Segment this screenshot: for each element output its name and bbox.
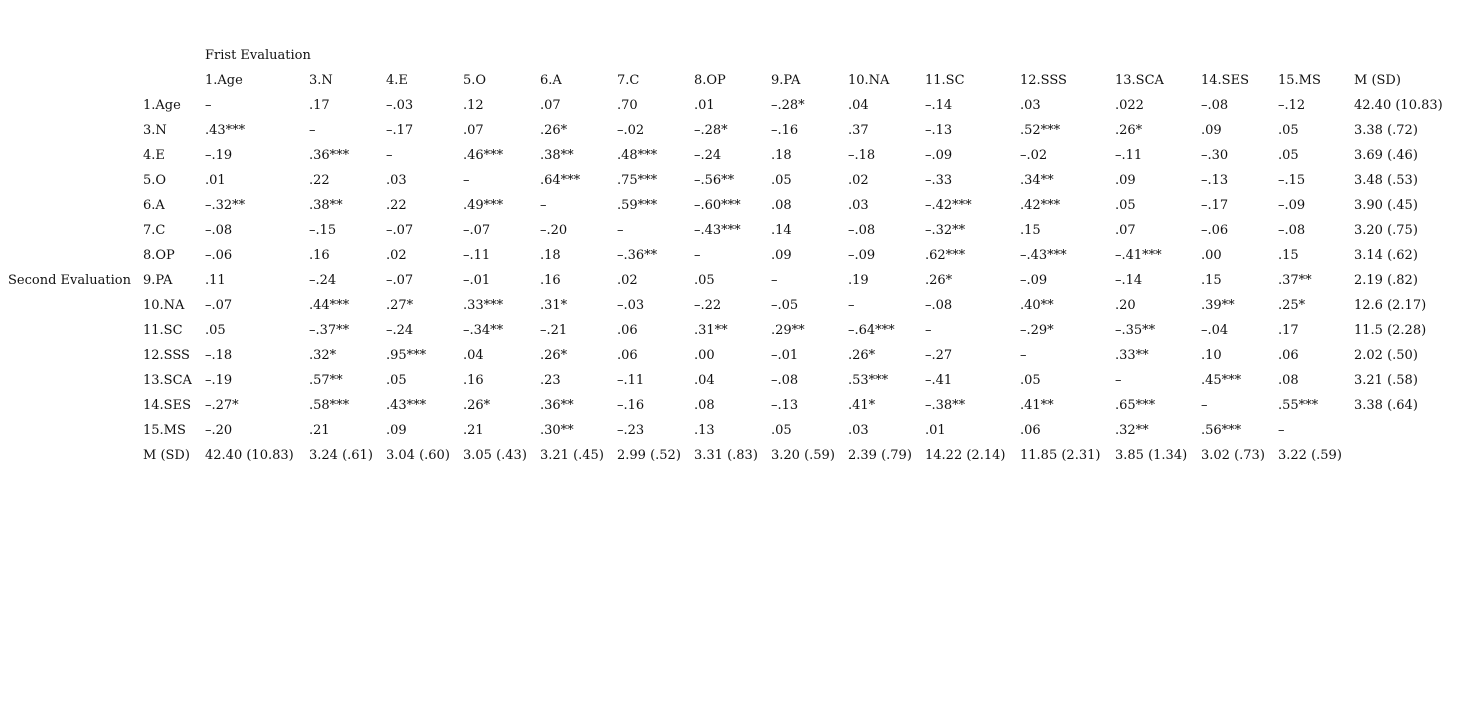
row-label: 1.Age <box>143 98 181 113</box>
table-cell: .09 <box>386 423 407 438</box>
table-cell: .55*** <box>1278 398 1319 413</box>
table-cell: .43*** <box>205 123 246 138</box>
table-cell: .20 <box>1115 298 1136 313</box>
column-header-12-sss: 12.SSS <box>1020 73 1067 88</box>
table-cell: .65*** <box>1115 398 1156 413</box>
row-label: M (SD) <box>143 448 190 463</box>
table-cell: .01 <box>694 98 715 113</box>
column-header-1-age: 1.Age <box>205 73 243 88</box>
table-cell: .05 <box>1020 373 1041 388</box>
table-cell: .10 <box>1201 348 1222 363</box>
table-row-9-pa <box>0 268 1459 293</box>
table-cell: .07 <box>1115 223 1136 238</box>
table-cell: .62*** <box>925 248 966 263</box>
table-cell: .46*** <box>463 148 504 163</box>
column-header-9-pa: 9.PA <box>771 73 801 88</box>
table-cell: 3.38 (.72) <box>1354 123 1418 138</box>
table-cell: 3.14 (.62) <box>1354 248 1418 263</box>
table-cell: –.30 <box>1201 148 1229 163</box>
table-cell: –.08 <box>205 223 233 238</box>
table-cell: .02 <box>617 273 638 288</box>
table-cell: .06 <box>617 323 638 338</box>
column-header-10-na: 10.NA <box>848 73 890 88</box>
table-cell: .16 <box>540 273 561 288</box>
table-cell: –.21 <box>540 323 568 338</box>
table-cell: .04 <box>463 348 484 363</box>
table-cell: .57** <box>309 373 343 388</box>
column-header-row <box>0 68 1459 93</box>
table-cell: 3.20 (.75) <box>1354 223 1418 238</box>
table-cell: 11.85 (2.31) <box>1020 448 1101 463</box>
table-cell: –.13 <box>771 398 799 413</box>
table-cell: .03 <box>1020 98 1041 113</box>
table-cell: .01 <box>925 423 946 438</box>
table-cell: –.34** <box>463 323 504 338</box>
table-cell: –.04 <box>1201 323 1229 338</box>
table-cell: –.56** <box>694 173 735 188</box>
table-cell: –.20 <box>205 423 233 438</box>
table-cell: 2.39 (.79) <box>848 448 912 463</box>
table-cell: .09 <box>1201 123 1222 138</box>
table-cell: –.08 <box>925 298 953 313</box>
table-row-1-age <box>0 93 1459 118</box>
table-cell: –.35** <box>1115 323 1156 338</box>
row-label: 15.MS <box>143 423 186 438</box>
table-row-3-n <box>0 118 1459 143</box>
table-cell: .48*** <box>617 148 658 163</box>
table-cell: –.27* <box>205 398 239 413</box>
table-cell: .26* <box>925 273 953 288</box>
table-cell: .03 <box>848 423 869 438</box>
column-header-6-a: 6.A <box>540 73 562 88</box>
table-cell: – <box>1115 373 1122 388</box>
table-cell: 11.5 (2.28) <box>1354 323 1427 338</box>
table-cell: .21 <box>463 423 484 438</box>
row-label: 9.PA <box>143 273 173 288</box>
table-cell: – <box>463 173 470 188</box>
table-cell: .26* <box>540 123 568 138</box>
table-cell: – <box>205 98 212 113</box>
table-cell: –.08 <box>1201 98 1229 113</box>
table-cell: .41** <box>1020 398 1054 413</box>
table-row-m-sd <box>0 443 1459 468</box>
table-cell: –.08 <box>848 223 876 238</box>
column-header-m-sd: M (SD) <box>1354 73 1401 88</box>
table-cell: –.42*** <box>925 198 972 213</box>
column-header-4-e: 4.E <box>386 73 408 88</box>
row-label: 6.A <box>143 198 165 213</box>
table-cell: .26* <box>540 348 568 363</box>
table-cell: –.32** <box>205 198 246 213</box>
row-label: 12.SSS <box>143 348 190 363</box>
table-cell: .12 <box>463 98 484 113</box>
second-evaluation-label: Second Evaluation <box>8 273 131 288</box>
table-cell: –.43*** <box>694 223 741 238</box>
table-cell: 2.99 (.52) <box>617 448 681 463</box>
table-cell: –.41*** <box>1115 248 1162 263</box>
column-header-7-c: 7.C <box>617 73 640 88</box>
table-cell: 2.19 (.82) <box>1354 273 1418 288</box>
table-cell: –.33 <box>925 173 953 188</box>
column-header-3-n: 3.N <box>309 73 333 88</box>
table-cell: .32** <box>1115 423 1149 438</box>
table-cell: 2.02 (.50) <box>1354 348 1418 363</box>
table-cell: –.13 <box>925 123 953 138</box>
table-cell: .02 <box>386 248 407 263</box>
table-cell: .05 <box>1278 148 1299 163</box>
table-cell: .26* <box>1115 123 1143 138</box>
table-cell: .27* <box>386 298 414 313</box>
table-cell: .38** <box>540 148 574 163</box>
table-cell: .02 <box>848 173 869 188</box>
table-cell: .022 <box>1115 98 1144 113</box>
table-cell: .16 <box>309 248 330 263</box>
table-row-15-ms <box>0 418 1459 443</box>
table-cell: 3.48 (.53) <box>1354 173 1418 188</box>
table-cell: .05 <box>771 423 792 438</box>
table-cell: –.29* <box>1020 323 1054 338</box>
table-row-6-a <box>0 193 1459 218</box>
table-cell: .14 <box>771 223 792 238</box>
row-label: 5.O <box>143 173 167 188</box>
table-cell: –.24 <box>309 273 337 288</box>
table-cell: .52*** <box>1020 123 1061 138</box>
table-cell: .17 <box>1278 323 1299 338</box>
table-cell: –.43*** <box>1020 248 1067 263</box>
table-cell: –.17 <box>1201 198 1229 213</box>
table-cell: –.41 <box>925 373 953 388</box>
table-cell: –.16 <box>771 123 799 138</box>
table-cell: .38** <box>309 198 343 213</box>
table-cell: –.19 <box>205 373 233 388</box>
table-cell: .21 <box>309 423 330 438</box>
table-cell: –.11 <box>463 248 491 263</box>
table-cell: .23 <box>540 373 561 388</box>
table-cell: .06 <box>617 348 638 363</box>
table-cell: –.20 <box>540 223 568 238</box>
table-cell: –.03 <box>386 98 414 113</box>
table-cell: –.09 <box>925 148 953 163</box>
table-row-12-sss <box>0 343 1459 368</box>
table-cell: – <box>309 123 316 138</box>
table-cell: 3.69 (.46) <box>1354 148 1418 163</box>
column-header-11-sc: 11.SC <box>925 73 965 88</box>
row-label: 8.OP <box>143 248 175 263</box>
table-cell: .05 <box>1115 198 1136 213</box>
table-cell: –.06 <box>205 248 233 263</box>
table-cell: – <box>1278 423 1285 438</box>
table-cell: – <box>771 273 778 288</box>
table-cell: .22 <box>309 173 330 188</box>
table-cell: –.19 <box>205 148 233 163</box>
table-cell: 42.40 (10.83) <box>205 448 294 463</box>
table-cell: .05 <box>1278 123 1299 138</box>
table-cell: .95*** <box>386 348 427 363</box>
table-cell: .34** <box>1020 173 1054 188</box>
row-label: 14.SES <box>143 398 191 413</box>
table-cell: –.08 <box>771 373 799 388</box>
table-cell: .31* <box>540 298 568 313</box>
table-cell: .26* <box>463 398 491 413</box>
table-cell: 3.21 (.58) <box>1354 373 1418 388</box>
table-cell: .15 <box>1201 273 1222 288</box>
table-cell: .58*** <box>309 398 350 413</box>
table-cell: –.24 <box>386 323 414 338</box>
table-cell: .05 <box>771 173 792 188</box>
table-cell: –.02 <box>1020 148 1048 163</box>
table-cell: –.14 <box>1115 273 1143 288</box>
table-cell: 3.20 (.59) <box>771 448 835 463</box>
table-cell: 3.90 (.45) <box>1354 198 1418 213</box>
table-cell: –.15 <box>309 223 337 238</box>
table-cell: –.01 <box>463 273 491 288</box>
table-cell: .33** <box>1115 348 1149 363</box>
table-row-7-c <box>0 218 1459 243</box>
table-cell: –.09 <box>1278 198 1306 213</box>
table-cell: .13 <box>694 423 715 438</box>
table-row-4-e <box>0 143 1459 168</box>
table-cell: –.07 <box>205 298 233 313</box>
table-cell: –.11 <box>617 373 645 388</box>
table-cell: 12.6 (2.17) <box>1354 298 1427 313</box>
table-cell: .45*** <box>1201 373 1242 388</box>
table-cell: 3.22 (.59) <box>1278 448 1342 463</box>
table-cell: – <box>925 323 932 338</box>
table-cell: –.37** <box>309 323 350 338</box>
table-cell: 3.38 (.64) <box>1354 398 1418 413</box>
table-cell: –.09 <box>1020 273 1048 288</box>
table-cell: .18 <box>540 248 561 263</box>
table-cell: –.24 <box>694 148 722 163</box>
table-cell: .08 <box>771 198 792 213</box>
table-cell: .37** <box>1278 273 1312 288</box>
table-cell: –.16 <box>617 398 645 413</box>
table-cell: .08 <box>1278 373 1299 388</box>
table-cell: .41* <box>848 398 876 413</box>
table-cell: –.06 <box>1201 223 1229 238</box>
table-cell: .36** <box>540 398 574 413</box>
table-cell: .75*** <box>617 173 658 188</box>
table-row-11-sc <box>0 318 1459 343</box>
table-cell: .32* <box>309 348 337 363</box>
table-cell: 14.22 (2.14) <box>925 448 1006 463</box>
table-cell: –.03 <box>617 298 645 313</box>
table-cell: .53*** <box>848 373 889 388</box>
table-cell: –.07 <box>386 223 414 238</box>
first-evaluation-label: Frist Evaluation <box>205 48 311 63</box>
column-header-8-op: 8.OP <box>694 73 726 88</box>
table-cell: .40** <box>1020 298 1054 313</box>
table-cell: – <box>617 223 624 238</box>
table-cell: –.14 <box>925 98 953 113</box>
table-cell: – <box>848 298 855 313</box>
table-cell: –.01 <box>771 348 799 363</box>
table-cell: –.38** <box>925 398 966 413</box>
row-label: 7.C <box>143 223 166 238</box>
table-cell: – <box>386 148 393 163</box>
table-cell: 3.85 (1.34) <box>1115 448 1188 463</box>
table-cell: .43*** <box>386 398 427 413</box>
table-cell: –.18 <box>848 148 876 163</box>
table-cell: .05 <box>694 273 715 288</box>
column-header-5-o: 5.O <box>463 73 487 88</box>
table-cell: –.60*** <box>694 198 741 213</box>
table-cell: – <box>1201 398 1208 413</box>
table-cell: .30** <box>540 423 574 438</box>
table-cell: .17 <box>309 98 330 113</box>
table-cell: – <box>540 198 547 213</box>
table-cell: .00 <box>694 348 715 363</box>
table-cell: 3.21 (.45) <box>540 448 604 463</box>
table-cell: –.02 <box>617 123 645 138</box>
table-cell: .31** <box>694 323 728 338</box>
table-cell: –.08 <box>1278 223 1306 238</box>
table-row-8-op <box>0 243 1459 268</box>
table-cell: –.13 <box>1201 173 1229 188</box>
table-cell: – <box>1020 348 1027 363</box>
table-cell: .00 <box>1201 248 1222 263</box>
table-cell: 3.24 (.61) <box>309 448 373 463</box>
column-header-14-ses: 14.SES <box>1201 73 1249 88</box>
table-cell: .09 <box>771 248 792 263</box>
table-row-5-o <box>0 168 1459 193</box>
table-cell: –.12 <box>1278 98 1306 113</box>
table-cell: –.28* <box>694 123 728 138</box>
row-label: 13.SCA <box>143 373 192 388</box>
column-header-13-sca: 13.SCA <box>1115 73 1164 88</box>
table-cell: 3.04 (.60) <box>386 448 450 463</box>
table-cell: –.07 <box>463 223 491 238</box>
table-cell: .37 <box>848 123 869 138</box>
table-cell: –.28* <box>771 98 805 113</box>
table-cell: –.07 <box>386 273 414 288</box>
table-cell: .59*** <box>617 198 658 213</box>
table-cell: –.18 <box>205 348 233 363</box>
table-cell: .04 <box>848 98 869 113</box>
table-cell: .04 <box>694 373 715 388</box>
table-cell: .70 <box>617 98 638 113</box>
table-cell: –.64*** <box>848 323 895 338</box>
table-cell: .22 <box>386 198 407 213</box>
table-cell: .44*** <box>309 298 350 313</box>
table-cell: .42*** <box>1020 198 1061 213</box>
table-cell: .49*** <box>463 198 504 213</box>
table-cell: .16 <box>463 373 484 388</box>
table-cell: .18 <box>771 148 792 163</box>
table-cell: .25* <box>1278 298 1306 313</box>
table-cell: .01 <box>205 173 226 188</box>
table-cell: .39** <box>1201 298 1235 313</box>
table-cell: .15 <box>1278 248 1299 263</box>
table-cell: 3.02 (.73) <box>1201 448 1265 463</box>
first-evaluation-header-row <box>0 43 1459 68</box>
column-header-15-ms: 15.MS <box>1278 73 1321 88</box>
table-cell: 3.31 (.83) <box>694 448 758 463</box>
table-cell: –.23 <box>617 423 645 438</box>
table-cell: .07 <box>540 98 561 113</box>
table-row-13-sca <box>0 368 1459 393</box>
table-cell: –.05 <box>771 298 799 313</box>
table-cell: .33*** <box>463 298 504 313</box>
table-cell: .26* <box>848 348 876 363</box>
row-label: 3.N <box>143 123 167 138</box>
table-cell: .09 <box>1115 173 1136 188</box>
table-cell: .06 <box>1278 348 1299 363</box>
table-cell: .15 <box>1020 223 1041 238</box>
table-cell: 42.40 (10.83) <box>1354 98 1443 113</box>
table-cell: –.22 <box>694 298 722 313</box>
table-cell: – <box>694 248 701 263</box>
row-label: 4.E <box>143 148 165 163</box>
table-row-14-ses <box>0 393 1459 418</box>
table-cell: .05 <box>386 373 407 388</box>
table-cell: .29** <box>771 323 805 338</box>
table-cell: –.27 <box>925 348 953 363</box>
table-row-10-na <box>0 293 1459 318</box>
table-cell: .06 <box>1020 423 1041 438</box>
table-cell: –.09 <box>848 248 876 263</box>
table-cell: –.32** <box>925 223 966 238</box>
table-cell: –.15 <box>1278 173 1306 188</box>
table-cell: .03 <box>386 173 407 188</box>
table-cell: –.36** <box>617 248 658 263</box>
table-cell: .11 <box>205 273 226 288</box>
table-cell: .56*** <box>1201 423 1242 438</box>
table-cell: .19 <box>848 273 869 288</box>
table-cell: .07 <box>463 123 484 138</box>
table-cell: –.11 <box>1115 148 1143 163</box>
row-label: 10.NA <box>143 298 185 313</box>
table-cell: .08 <box>694 398 715 413</box>
table-cell: .64*** <box>540 173 581 188</box>
table-cell: .05 <box>205 323 226 338</box>
table-cell: .03 <box>848 198 869 213</box>
table-cell: –.17 <box>386 123 414 138</box>
table-cell: .36*** <box>309 148 350 163</box>
row-label: 11.SC <box>143 323 183 338</box>
table-cell: 3.05 (.43) <box>463 448 527 463</box>
